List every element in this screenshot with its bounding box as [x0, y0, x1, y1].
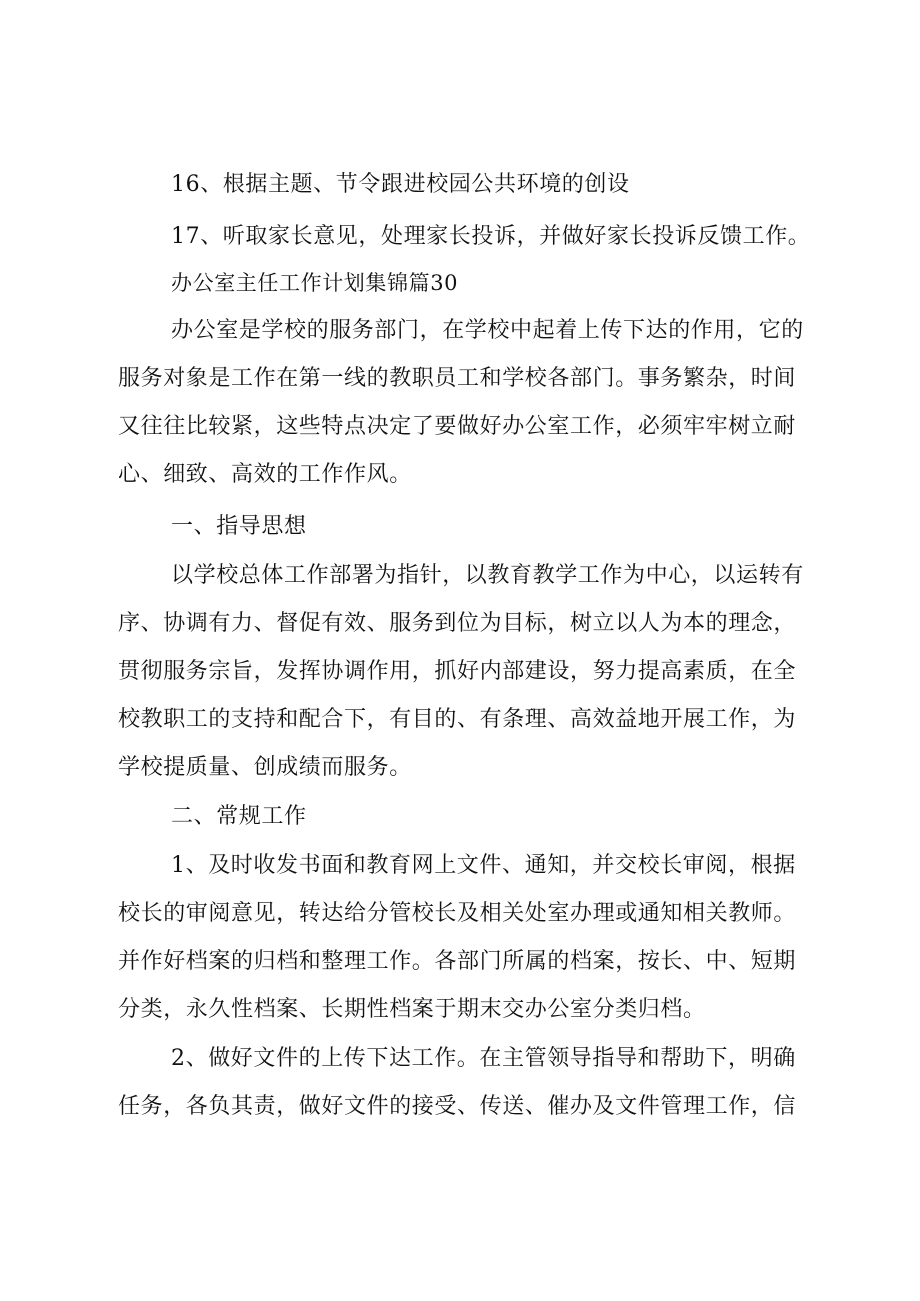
paragraph-line: 并作好档案的归档和整理工作。各部门所属的档案，按长、中、短期	[118, 949, 797, 974]
paragraph-line: 心、细致、高效的工作作风。	[118, 462, 412, 487]
paragraph-line: 序、协调有力、督促有效、服务到位为目标，树立以人为本的理念，	[118, 611, 797, 636]
paragraph-line: 又往往比较紧，这些特点决定了要做好办公室工作，必须牢牢树立耐	[118, 414, 797, 439]
paragraph-line: 校长的审阅意见，转达给分管校长及相关处室办理或通知相关教师。	[118, 901, 797, 926]
paragraph-line: 学校提质量、创成绩而服务。	[118, 755, 412, 780]
paragraph-line: 任务，各负其责，做好文件的接受、传送、催办及文件管理工作，信	[118, 1094, 797, 1119]
list-item-16: 16、根据主题、节令跟进校园公共环境的创设	[171, 172, 630, 197]
list-item-17: 17、听取家长意见，处理家长投诉，并做好家长投诉反馈工作。	[171, 224, 811, 249]
paragraph-line: 2、做好文件的上传下达工作。在主管领导指导和帮助下，明确	[171, 1046, 796, 1071]
paragraph-line: 贯彻服务宗旨，发挥协调作用，抓好内部建设，努力提高素质，在全	[118, 659, 797, 684]
paragraph-line: 以学校总体工作部署为指针，以教育教学工作为中心，以运转有	[171, 563, 804, 588]
heading-routine-work: 二、常规工作	[171, 804, 307, 829]
paragraph-line: 服务对象是工作在第一线的教职员工和学校各部门。事务繁杂，时间	[118, 366, 797, 391]
paragraph-line: 校教职工的支持和配合下，有目的、有条理、高效益地开展工作，为	[118, 707, 797, 732]
section-title: 办公室主任工作计划集锦篇30	[171, 271, 459, 295]
paragraph-line: 办公室是学校的服务部门，在学校中起着上传下达的作用，它的	[171, 318, 804, 343]
paragraph-line: 分类，永久性档案、长期性档案于期末交办公室分类归档。	[118, 997, 706, 1022]
heading-guiding-ideology: 一、指导思想	[171, 514, 307, 539]
paragraph-line: 1、及时收发书面和教育网上文件、通知，并交校长审阅，根据	[171, 853, 796, 878]
